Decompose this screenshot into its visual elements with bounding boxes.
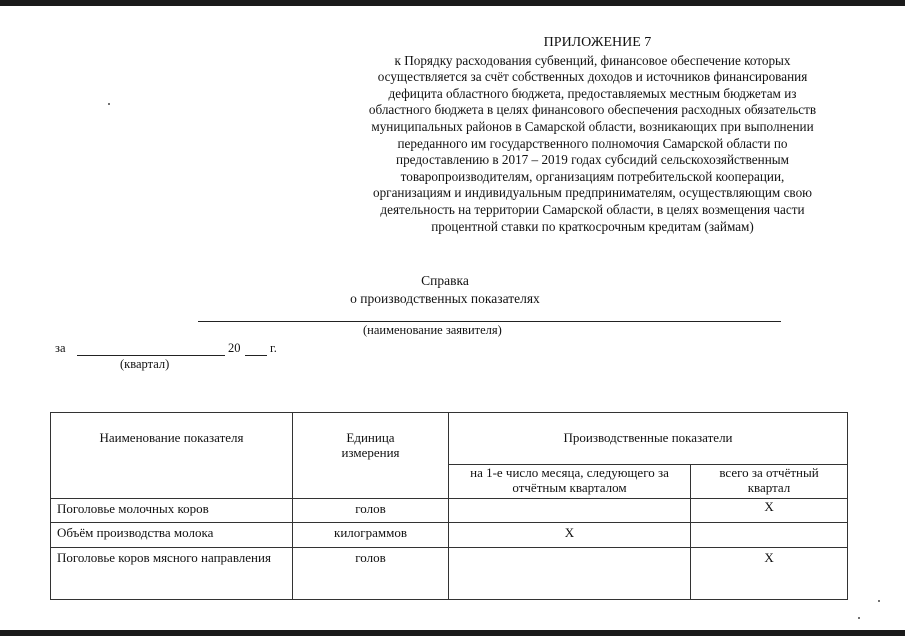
header-production: Производственные показатели: [449, 413, 848, 465]
cell-first-day: [449, 548, 691, 600]
cell-total: Х: [691, 499, 848, 523]
annex-line: муниципальных районов в Самарской области, возникающих при выполнении: [371, 118, 814, 134]
scan-speck: [858, 617, 860, 619]
cell-total: [691, 523, 848, 548]
header-first-day: на 1-е число месяца, следующего за отчётным кварталом: [449, 465, 691, 499]
cell-indicator: Поголовье молочных коров: [51, 499, 293, 523]
header-total: всего за отчётный квартал: [691, 465, 848, 499]
table-row: [51, 548, 848, 600]
year-prefix: 20: [228, 341, 241, 355]
table-row: [51, 499, 848, 523]
table-row: [51, 523, 848, 548]
annex-line: областного бюджета в целях финансового обеспечения расходных обязательств: [368, 102, 817, 118]
period-prefix: за: [55, 341, 66, 355]
cell-total: Х: [691, 548, 848, 600]
annex-line: процентной ставки по краткосрочным кредитам (займам): [431, 218, 754, 234]
indicators-table: [50, 412, 848, 600]
doc-title: Справка: [421, 273, 469, 288]
cell-first-day: [449, 499, 691, 523]
annex-line: предоставлению в 2017 – 2019 годах субсидий сельскохозяйственным: [396, 152, 789, 168]
annex-line: организациям и индивидуальным предпринимателям, осуществляющим свою: [372, 185, 813, 201]
header-indicator: Наименование показателя: [51, 413, 293, 499]
annex-block: [325, 35, 860, 235]
bottom-border-line: [0, 630, 905, 636]
cell-unit: голов: [293, 499, 449, 523]
annex-line: дефицита областного бюджета, предоставляемых местным бюджетам из: [388, 85, 797, 101]
annex-line: товаропроизводителям, организациям потребительской кооперации,: [400, 168, 785, 184]
cell-unit: голов: [293, 548, 449, 600]
annex-line: деятельность на территории Самарской области, в целях возмещения части: [380, 201, 805, 217]
scan-speck: [878, 600, 880, 602]
table-header-row: [51, 413, 848, 465]
cell-first-day: Х: [449, 523, 691, 548]
annex-line: переданного им государственного полномочия Самарской области по: [397, 135, 788, 151]
applicant-name-line: [198, 321, 781, 322]
year-suffix: г.: [270, 341, 277, 355]
annex-line: к Порядку расходования субвенций, финансовое обеспечение которых: [394, 52, 791, 68]
scan-speck: [108, 103, 110, 105]
cell-indicator: Объём производства молока: [51, 523, 293, 548]
quarter-line: [77, 355, 225, 356]
header-unit: Единица измерения: [293, 413, 449, 499]
applicant-caption: (наименование заявителя): [363, 323, 502, 337]
cell-unit: килограммов: [293, 523, 449, 548]
top-border-line: [0, 0, 905, 6]
annex-line: осуществляется за счёт собственных доходов и источников финансирования: [377, 69, 808, 85]
cell-indicator: Поголовье коров мясного направления: [51, 548, 293, 600]
year-line: [245, 355, 267, 356]
annex-title: ПРИЛОЖЕНИЕ 7: [543, 35, 652, 50]
doc-subtitle: о производственных показателях: [350, 291, 540, 306]
quarter-caption: (квартал): [120, 357, 170, 371]
